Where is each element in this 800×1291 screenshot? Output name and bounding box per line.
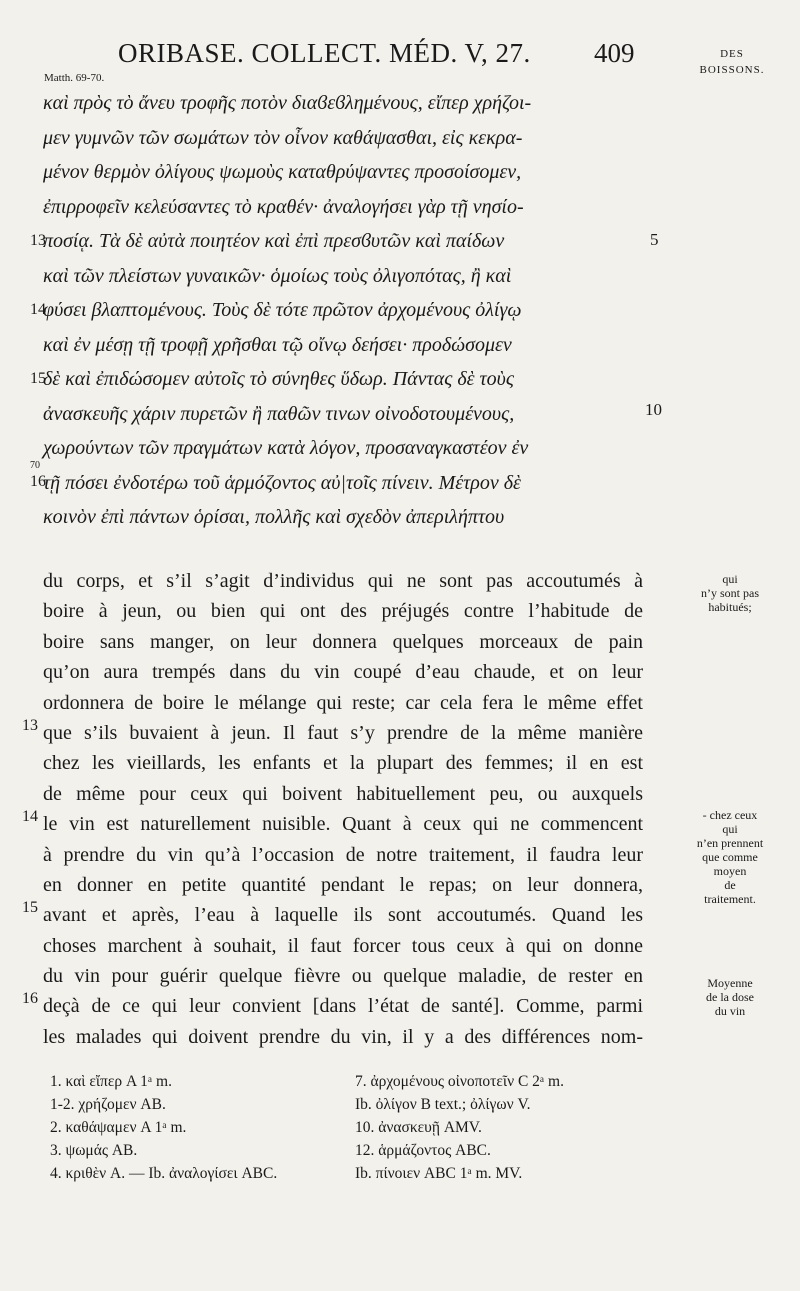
french-section-number: 13 [22,717,38,734]
french-line: de même pour ceux qui boivent habituellement peu, ou auxquels [43,782,643,805]
page-break-marker: 70 [30,460,40,471]
french-line: du corps, et s’il s’agit d’individus qui ne sont pas accoutumés à [43,570,643,592]
french-translation [43,566,643,1052]
french-line: qu’on aura trempés dans du vin coupé d’eau chaude, et on leur [43,661,643,684]
french-line: en donner en petite quantité pendant le repas; on leur donnera, [43,873,643,896]
footnote: Ib. ὀλίγον B text.; ὀλίγων V. [355,1096,531,1113]
french-line: chez les vieillards, les enfants et la plupart des femmes; il en est [43,752,643,775]
page-number: 409 [594,38,635,68]
french-section-number: 16 [22,990,38,1007]
margin-note: - chez ceux qui n’en prennent que comme moyen de traitement. [696,808,764,906]
greek-line: χωρούντων τῶν πραγμάτων κατὰ λόγον, προσαναγκαστέον ἐν [43,437,529,459]
footnote: 1. καὶ εἴπερ A 1ᵃ m. [50,1073,172,1090]
greek-section-number: 15 [30,370,46,387]
footnotes-right [355,1070,675,1185]
french-line: boire à jeun, ou bien qui ont des préjugés contre l’habitude de [43,600,643,623]
footnote: 3. ψωμάς AB. [50,1142,138,1159]
french-section-number: 15 [22,899,38,916]
french-line: du vin pour guérir quelque fièvre ou quelque maladie, de rester en [43,965,643,988]
greek-section-number: 13 [30,232,46,249]
footnote: 12. ἁρμάζοντος ABC. [355,1142,491,1159]
french-section-number: 14 [22,808,38,825]
greek-line-number: 10 [645,400,662,419]
french-line: les malades qui doivent prendre du vin, il y a des différences nom- [43,1025,643,1048]
french-line: le vin est naturellement nuisible. Quant à ceux qui ne commencent [43,813,643,836]
greek-text [43,86,673,535]
greek-line: φύσει βλαπτομένους. Τοὺς δὲ τότε πρῶτον ἀρχομένους ὀλίγῳ [43,299,522,321]
greek-line: ἐπιρροφεῖν κελεύσαντες τὸ κραθέν· ἀναλογήσει γὰρ τῇ νησίο- [43,195,524,218]
french-line: choses marchent à souhait, il faut forcer tous ceux à qui on donne [43,934,643,957]
french-line: ordonnera de boire le mélange qui reste; car cela fera le même effet [43,691,643,714]
french-line: avant et après, l’eau à laquelle ils sont accoutumés. Quand les [43,904,643,927]
greek-line: μεν γυμνῶν τῶν σωμάτων τὸν οἶνον καθάψασθαι, εἰς κεκρα- [43,126,523,149]
greek-line: δὲ καὶ ἐπιδώσομεν αὐτοῖς τὸ σύνηθες ὕδωρ. Πάντας δὲ τοὺς [43,368,514,390]
footnote: 7. ἀρχομένους οἰνοποτεῖν C 2ᵃ m. [355,1073,564,1090]
greek-line-number: 5 [650,230,659,249]
footnote: Ib. πίνοιεν ABC 1ᵃ m. MV. [355,1165,523,1182]
french-line: que s’ils buvaient à jeun. Il faut s’y prendre de la même manière [43,721,643,744]
margin-note: qui n’y sont pas habitués; [701,572,759,614]
footnote: 4. κριθὲν A. — Ib. ἀναλογίσει ABC. [50,1165,278,1182]
greek-line: κοινὸν ἐπὶ πάντων ὁρίσαι, πολλῆς καὶ σχεδὸν ἀπεριλήπτου [43,506,505,528]
greek-line: μένον θερμὸν ὀλίγους ψωμοὺς καταθρύψαντες προσοίσομεν, [43,161,522,183]
footnote: 1-2. χρήζομεν AB. [50,1096,166,1113]
edition-reference: Matth. 69-70. [44,72,105,84]
greek-section-number: 14 [30,301,46,318]
footnotes-left [50,1070,350,1185]
greek-line: καὶ πρὸς τὸ ἄνευ τροφῆς ποτὸν διαϐεϐλημένους, εἴπερ χρήζοι- [43,92,532,114]
greek-line: ἀνασκευῆς χάριν πυρετῶν ἢ παθῶν τινων οἰνοδοτουμένους, [43,402,515,425]
greek-line: καὶ τῶν πλείστων γυναικῶν· ὁμοίως τοὺς ὀλιγοπότας, ἢ καὶ [43,264,512,287]
french-line: deçà de ce qui leur convient [dans l’état de santé]. Comme, parmi [43,995,643,1018]
greek-line: καὶ ἐν μέσῃ τῇ τροφῇ χρῆσθαι τῷ οἴνῳ δεήσει· προδώσομεν [43,333,512,356]
running-title: ORIBASE. COLLECT. MÉD. V, 27. [118,38,531,68]
margin-note: Moyenne de la dose du vin [706,976,754,1018]
section-heading [676,46,788,78]
greek-line: τῇ πόσει ἐνδοτέρω τοῦ ἁρμόζοντος αὐ|τοῖς πίνειν. Μέτρον δὲ [43,471,521,494]
french-line: à prendre du vin qu’à l’occasion de notre traitement, il faudra leur [43,843,643,866]
greek-line: ποσίᾳ. Τὰ δὲ αὐτὰ ποιητέον καὶ ἐπὶ πρεσϐυτῶν καὶ παίδων [43,230,505,252]
section-heading-line1: DES [720,48,744,60]
greek-section-number: 16 [30,473,46,490]
footnote: 2. καθάψαμεν A 1ᵃ m. [50,1119,187,1136]
section-heading-line2: BOISSONS. [699,64,765,76]
footnote: 10. ἀνασκευῇ AMV. [355,1119,482,1136]
french-line: boire sans manger, on leur donnera quelques morceaux de pain [43,630,643,653]
